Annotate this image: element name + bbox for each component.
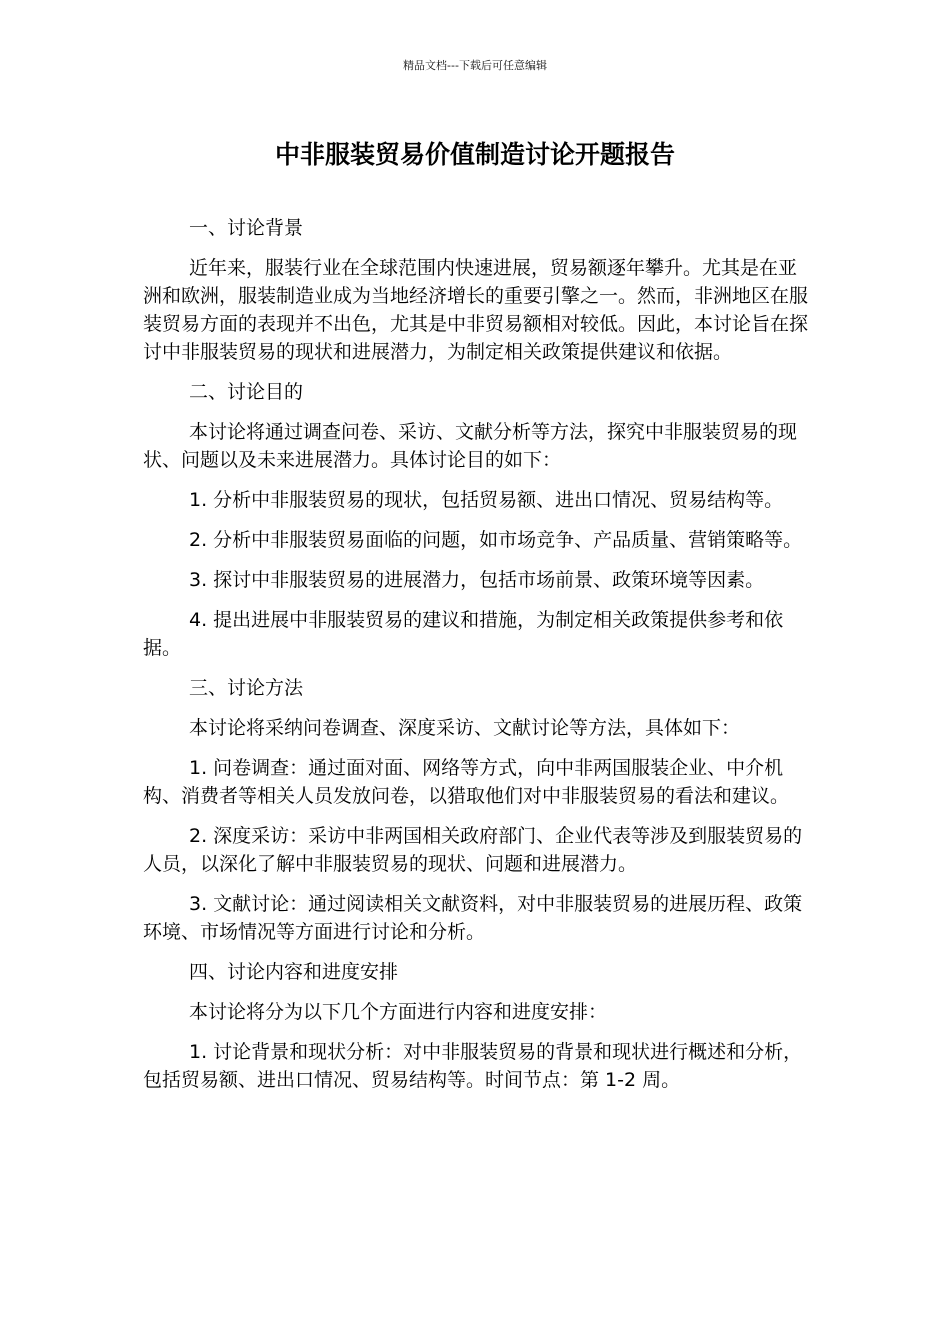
section-heading-schedule: 四、讨论内容和进度安排	[189, 961, 399, 983]
list-item: 2. 分析中非服装贸易面临的问题，如市场竞争、产品质量、营销策略等。	[189, 529, 803, 551]
list-item: 1. 讨论背景和现状分析：对中非服装贸易的背景和现状进行概述和分析，包括贸易额、进出口情况、贸易结构等。时间节点：第 1-2 周。	[143, 1041, 803, 1091]
section-heading-purpose: 二、讨论目的	[189, 381, 304, 403]
section-heading-methods: 三、讨论方法	[189, 677, 304, 699]
list-item: 4. 提出进展中非服装贸易的建议和措施，为制定相关政策提供参考和依据。	[143, 609, 784, 659]
list-item: 3. 文献讨论：通过阅读相关文献资料，对中非服装贸易的进展历程、政策环境、市场情况等方面进行讨论和分析。	[143, 893, 803, 943]
list-item: 3. 探讨中非服装贸易的进展潜力，包括市场前景、政策环境等因素。	[189, 569, 765, 591]
page-header: 精品文档---下载后可任意编辑	[403, 59, 547, 72]
document-title: 中非服装贸易价值制造讨论开题报告	[274, 140, 675, 169]
paragraph: 近年来，服装行业在全球范围内快速进展，贸易额逐年攀升。尤其是在亚洲和欧洲，服装制造业成为当地经济增长的重要引擎之一。然而，非洲地区在服装贸易方面的表现并不出色，尤其是中非贸易额相对较低。因此，本讨论旨在探讨中非服装贸易的现状和进展潜力，为制定相关政策提供建议和依据。	[143, 257, 809, 363]
paragraph: 本讨论将分为以下几个方面进行内容和进度安排：	[189, 1001, 608, 1023]
document-body	[143, 214, 811, 1106]
list-item: 1. 分析中非服装贸易的现状，包括贸易额、进出口情况、贸易结构等。	[189, 489, 784, 511]
paragraph: 本讨论将通过调查问卷、采访、文献分析等方法，探究中非服装贸易的现状、问题以及未来进展潜力。具体讨论目的如下：	[143, 421, 798, 471]
section-heading-background: 一、讨论背景	[189, 217, 304, 239]
list-item: 2. 深度采访：采访中非两国相关政府部门、企业代表等涉及到服装贸易的人员，以深化了解中非服装贸易的现状、问题和进展潜力。	[143, 825, 803, 875]
list-item: 1. 问卷调查：通过面对面、网络等方式，向中非两国服装企业、中介机构、消费者等相关人员发放问卷，以猎取他们对中非服装贸易的看法和建议。	[143, 757, 790, 807]
paragraph: 本讨论将采纳问卷调查、深度采访、文献讨论等方法，具体如下：	[189, 717, 741, 739]
